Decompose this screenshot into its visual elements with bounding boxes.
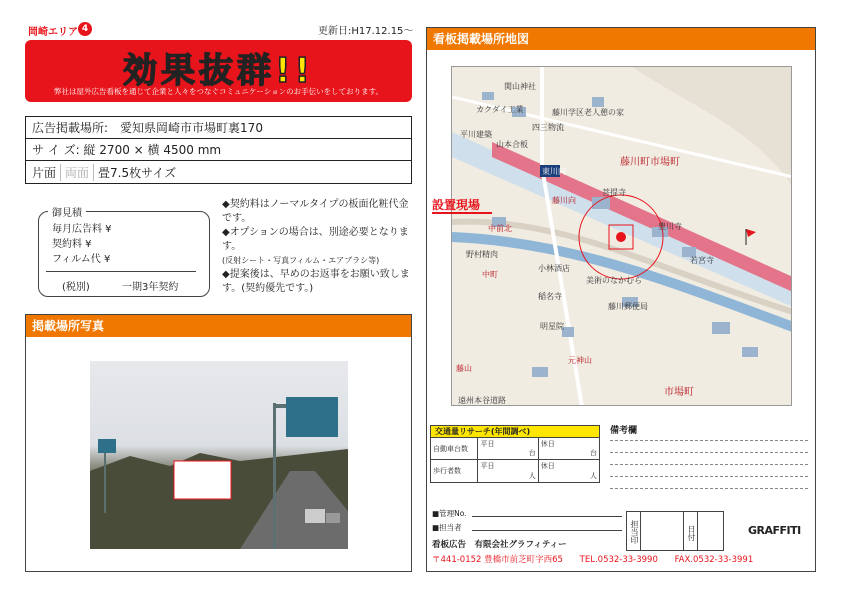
remarks-title: 備考欄	[610, 426, 638, 436]
banner-subtitle: 弊社は屋外広告看板を通じて企業と人々をつなぐコミュニケーションのお手伝いをしております。	[54, 87, 383, 96]
traffic-table	[430, 425, 600, 483]
tax-note: (税別)	[62, 282, 90, 293]
weekday-label: 平日	[480, 462, 495, 470]
company-fax: FAX.0532-33-3991	[674, 555, 754, 565]
traffic-pedestrian-label: 歩行者数	[431, 460, 478, 482]
traffic-car-weekday	[478, 438, 538, 459]
map-label-21: 藤山	[456, 364, 472, 373]
traffic-row-pedestrian	[431, 460, 599, 482]
car-unit: 台	[528, 449, 536, 457]
traffic-car-holiday	[539, 438, 599, 459]
info-table	[25, 116, 412, 184]
company-address: 〒441-0152 豊橋市前芝町字西65	[432, 555, 563, 565]
remarks-line	[610, 452, 808, 453]
side-row	[26, 161, 411, 183]
map-label-7: 藤川町市場町	[620, 157, 680, 168]
stamp-date-box	[684, 511, 724, 551]
estimate-title: 御見積	[48, 204, 86, 219]
size-text: サ イ ズ: 縦 2700 × 横 4500 mm	[32, 143, 222, 157]
photo-panel-title: 掲載場所写真	[26, 315, 411, 337]
map-label-9: 中前北	[488, 224, 512, 233]
map-label-0: 関山神社	[504, 82, 536, 91]
photo-illustration	[90, 361, 348, 549]
map-label-2: 藤川学区老人憩の家	[552, 108, 624, 117]
area-label: 岡崎エリア	[28, 27, 78, 38]
traffic-pedestrian-weekday	[478, 460, 538, 482]
map-label-8: 豊川寺	[658, 222, 682, 231]
location-text: 広告掲載場所: 愛知県岡崎市市場町裏170	[32, 121, 263, 135]
remarks-line	[610, 488, 808, 489]
traffic-title: 交通量リサーチ(年間調べ)	[431, 426, 599, 438]
remarks-line	[610, 476, 808, 477]
person-unit: 人	[589, 472, 597, 480]
map-label-1: カクダイ工業	[476, 105, 524, 114]
map-label-4: 山本合板	[496, 140, 528, 149]
estimate-divider	[46, 271, 196, 272]
side-detail: 畳7.5枚サイズ	[98, 165, 177, 180]
map-label-23: 遠州本谷道路	[458, 396, 506, 405]
banner-title: 効果抜群!!	[122, 51, 314, 91]
location-map	[451, 66, 792, 406]
stamp-person-box	[626, 511, 684, 551]
map-label-22: 市場町	[664, 387, 694, 398]
location-photo	[90, 361, 348, 549]
map-illustration	[452, 67, 792, 406]
site-marker-underline	[432, 212, 492, 214]
monthly-fee: 毎月広告料 ¥	[52, 224, 112, 235]
management-line	[472, 516, 622, 517]
management-number: ■管理No.	[432, 509, 467, 518]
person-unit: 人	[528, 472, 536, 480]
company-name: 看板広告 有限会社グラフィティー	[432, 540, 567, 550]
remarks-line	[610, 464, 808, 465]
stamp-person-label: 担当印	[627, 512, 641, 550]
notes	[222, 198, 412, 296]
map-label-18: 明星院	[540, 322, 564, 331]
note-3: (反射シート・写真フィルム・エアブラシ等)	[222, 256, 380, 265]
side-label: 片面	[32, 165, 57, 180]
traffic-pedestrian-holiday	[539, 460, 599, 482]
holiday-label: 休日	[540, 440, 555, 448]
map-label-19: 藤川郵便局	[608, 302, 648, 311]
map-label-16: 中町	[482, 270, 498, 279]
company-contact	[432, 553, 753, 565]
company-logo: GRAFFITI	[748, 524, 801, 537]
map-label-10: 藤川向	[552, 196, 576, 205]
map-label-17: 稲名寺	[538, 292, 562, 301]
map-label-11: 菩提寺	[602, 188, 626, 197]
weekday-label: 平日	[480, 440, 495, 448]
map-label-3: 平川建築	[460, 130, 492, 139]
stamp-date-label: 日付	[684, 512, 698, 550]
note-2: ◆オプションの場合は、別途必要となります。	[222, 227, 409, 252]
traffic-car-label: 自動車台数	[431, 438, 478, 459]
map-label-20: 元神山	[568, 356, 592, 365]
location-row	[26, 117, 411, 139]
company-tel: TEL.0532-33-3990	[579, 555, 658, 565]
updated-date: 更新日:H17.12.15〜	[318, 26, 414, 37]
map-label-5: 四三物流	[532, 123, 564, 132]
map-label-12: 野村精肉	[466, 250, 498, 259]
person-in-charge: ■担当者	[432, 523, 462, 532]
map-panel-title: 看板掲載場所地図	[427, 28, 815, 50]
holiday-label: 休日	[540, 462, 555, 470]
map-label-14: 若宮寺	[690, 256, 714, 265]
note-4: ◆提案後は、早めのお返事をお願い致します。(契約優先です。)	[222, 269, 410, 294]
area-number-badge: 4	[78, 22, 92, 36]
map-label-13: 小林酒店	[538, 264, 570, 273]
car-unit: 台	[589, 449, 597, 457]
map-label-15: 美術のなかむら	[586, 276, 642, 285]
contract-fee: 契約料 ¥	[52, 239, 92, 250]
site-marker-label: 設置現場	[432, 198, 481, 212]
remarks-line	[610, 440, 808, 441]
person-line	[472, 530, 622, 531]
traffic-row-car	[431, 438, 599, 460]
map-label-6: 東川向	[542, 167, 566, 176]
side-option: 両面	[60, 164, 94, 181]
size-row	[26, 139, 411, 161]
note-1: ◆契約料はノーマルタイプの板面化粧代金です。	[222, 199, 409, 224]
contract-term: 一期3年契約	[122, 282, 179, 293]
film-fee: フィルム代 ¥	[52, 254, 111, 265]
